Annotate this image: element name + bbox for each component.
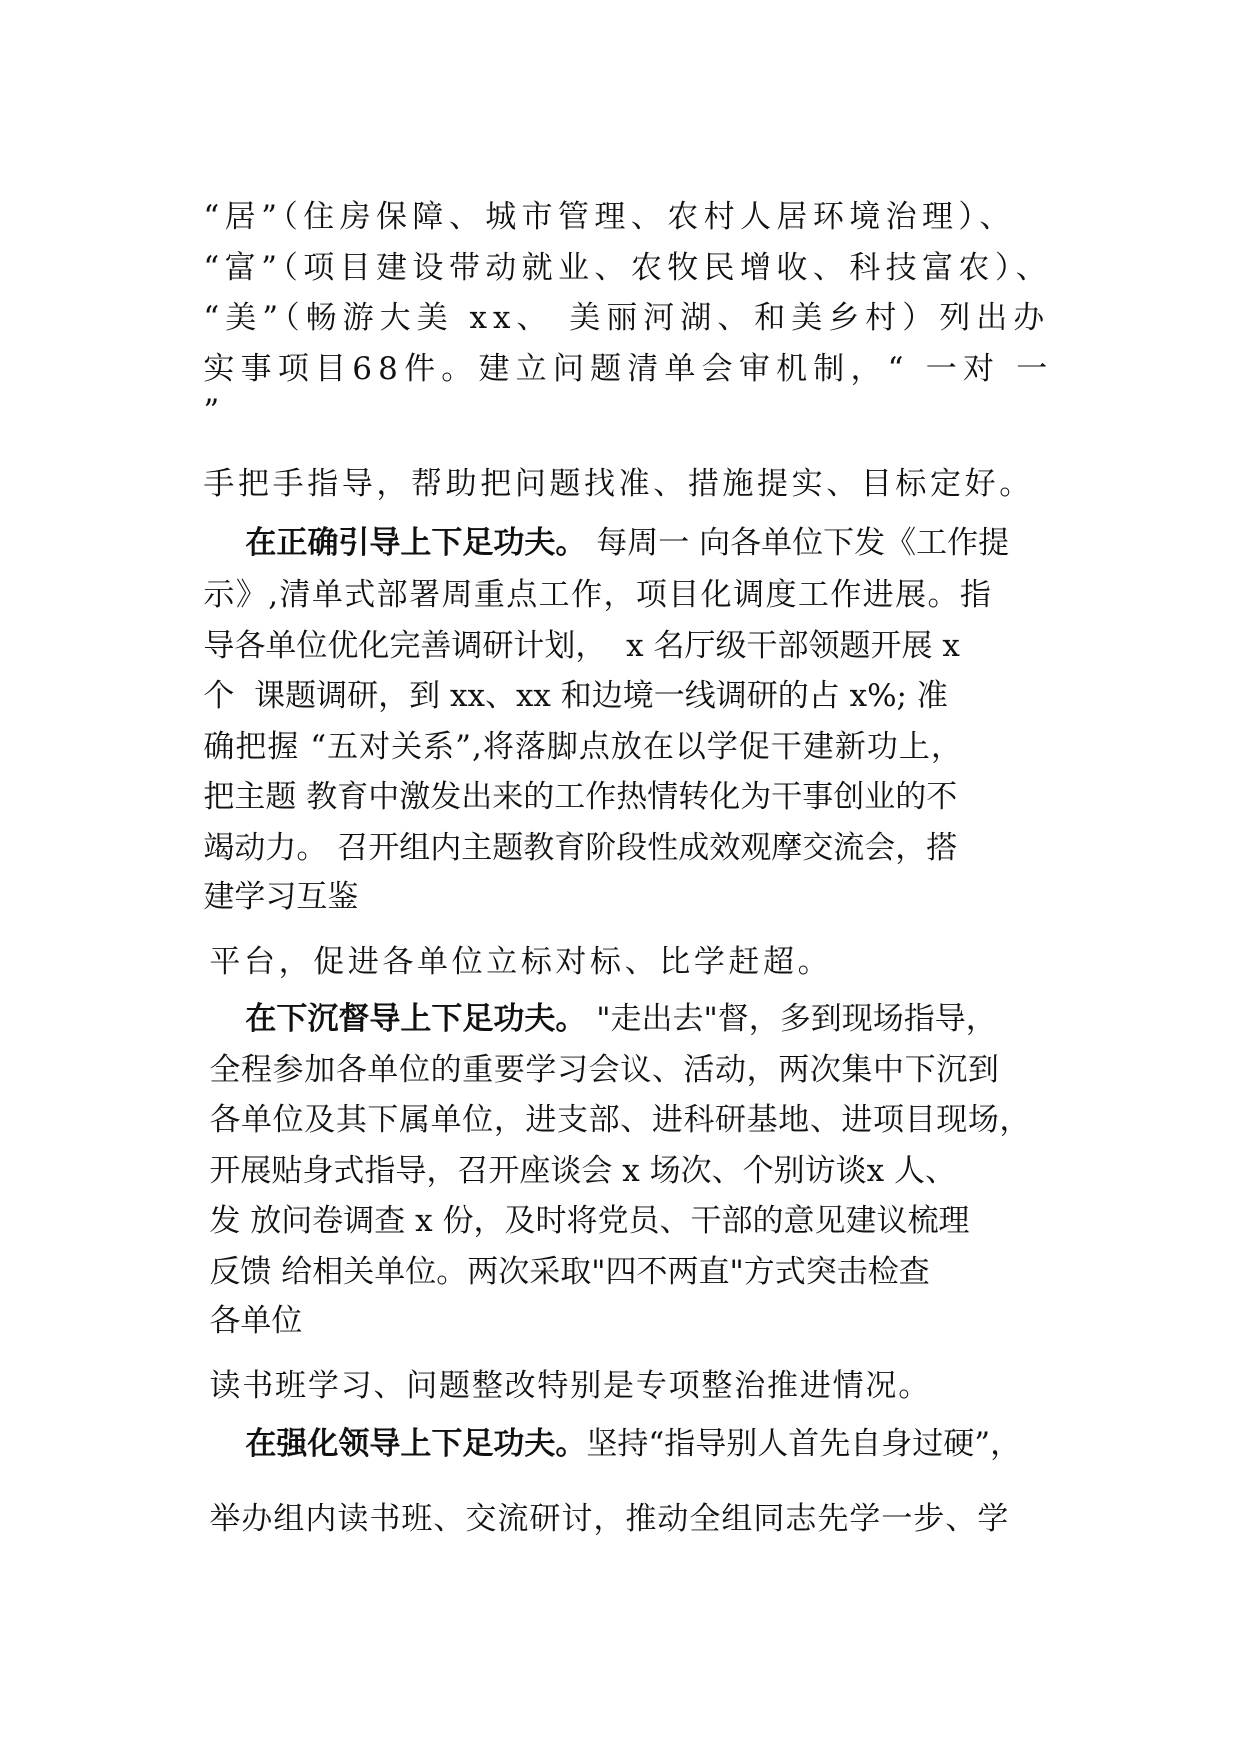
body-text-line xyxy=(0,822,1240,915)
line-text: 举办组内读书班、交流研讨，推动全组同志先学一步、学 xyxy=(209,1501,1010,1537)
line-text: 确把握 “五对关系”,将落脚点放在以学促干建新功上， xyxy=(203,729,963,765)
body-text-line xyxy=(0,672,1240,765)
line-text: 发 放问卷调查 x 份，及时将党员、干部的意见建议梳理 xyxy=(209,1203,970,1239)
line-text: “美”（畅游大美 xx、 美丽河湖、和美乡村）列出办 xyxy=(203,300,1051,336)
line-text: “居”（住房保障、城市管理、农村人居环境治理）、 xyxy=(203,199,1016,235)
line-text: 平台，促进各单位立标对标、比学赶超。 xyxy=(209,944,833,980)
line-text: 建学习互鉴 xyxy=(203,879,359,915)
body-text-line xyxy=(0,722,1240,815)
body-text-line xyxy=(0,409,1240,502)
paragraph-lead-heading: 在正确引导上下足功夫。 xyxy=(245,525,587,561)
body-text-line xyxy=(0,193,1240,286)
body-text-line xyxy=(0,1096,1240,1189)
line-text: “富”（项目建设带动就业、农牧民增收、科技富农）、 xyxy=(203,250,1053,286)
body-text-line xyxy=(0,468,1240,561)
line-text: 竭动力。 召开组内主题教育阶段性成效观摩交流会，搭 xyxy=(203,830,958,866)
body-text-line xyxy=(0,520,1240,613)
line-text: 示》,清单式部署周重点工作，项目化调度工作进展。指 xyxy=(203,577,993,613)
line-text: 读书班学习、问题整改特别是专项整治推进情况。 xyxy=(209,1368,932,1404)
body-text-line xyxy=(0,1246,1240,1339)
line-text: "走出去"督，多到现场指导， xyxy=(586,1001,997,1037)
line-text: 每周一 向各单位下发《工作提 xyxy=(586,525,1010,561)
line-text: 各单位及其下属单位，进支部、进科研基地、进项目现场， xyxy=(209,1102,1032,1138)
body-text-line xyxy=(0,995,1240,1088)
body-text-line xyxy=(0,1146,1240,1239)
body-text-line xyxy=(0,336,1240,429)
line-text: 手把手指导，帮助把问题找准、措施提实、目标定好。 xyxy=(203,466,1034,502)
line-text: 把主题 教育中激发出来的工作热情转化为干事创业的不 xyxy=(203,779,958,815)
body-text-line xyxy=(0,1369,1240,1462)
line-text: 各单位 xyxy=(209,1303,303,1339)
line-text: 反馈 给相关单位。两次采取"四不两直"方式突击检查 xyxy=(209,1254,930,1290)
body-text-line xyxy=(0,1311,1240,1404)
body-text-line xyxy=(0,887,1240,980)
body-text-line xyxy=(0,571,1240,664)
line-text: 个 课题调研，到 xx、xx 和边境一线调研的占 x%; 准 xyxy=(203,678,948,714)
body-text-line xyxy=(0,944,1240,1037)
body-text-line xyxy=(0,1045,1240,1138)
line-text: 导各单位优化完善调研计划， x 名厅级干部领题开展 x xyxy=(203,628,960,664)
body-text-line xyxy=(0,621,1240,714)
line-text: 开展贴身式指导，召开座谈会 x 场次、个别访谈x 人、 xyxy=(209,1153,956,1189)
body-text-line xyxy=(0,773,1240,866)
line-text: 实事项目68件。建立问题清单会审机制，“ 一对 一 xyxy=(203,351,1054,387)
paragraph-lead-heading: 在下沉督导上下足功夫。 xyxy=(245,1001,587,1037)
line-text: 全程参加各单位的重要学习会议、活动，两次集中下沉到 xyxy=(209,1052,1000,1088)
line-text: ” xyxy=(203,393,220,429)
body-text-line xyxy=(0,1444,1240,1537)
paragraph-lead-heading: 在强化领导上下足功夫。 xyxy=(245,1426,587,1462)
line-text: 坚持“指导别人首先自身过硬”， xyxy=(586,1426,1022,1462)
body-text-line xyxy=(0,142,1240,235)
body-text-line xyxy=(0,1197,1240,1290)
body-text-line xyxy=(0,243,1240,336)
